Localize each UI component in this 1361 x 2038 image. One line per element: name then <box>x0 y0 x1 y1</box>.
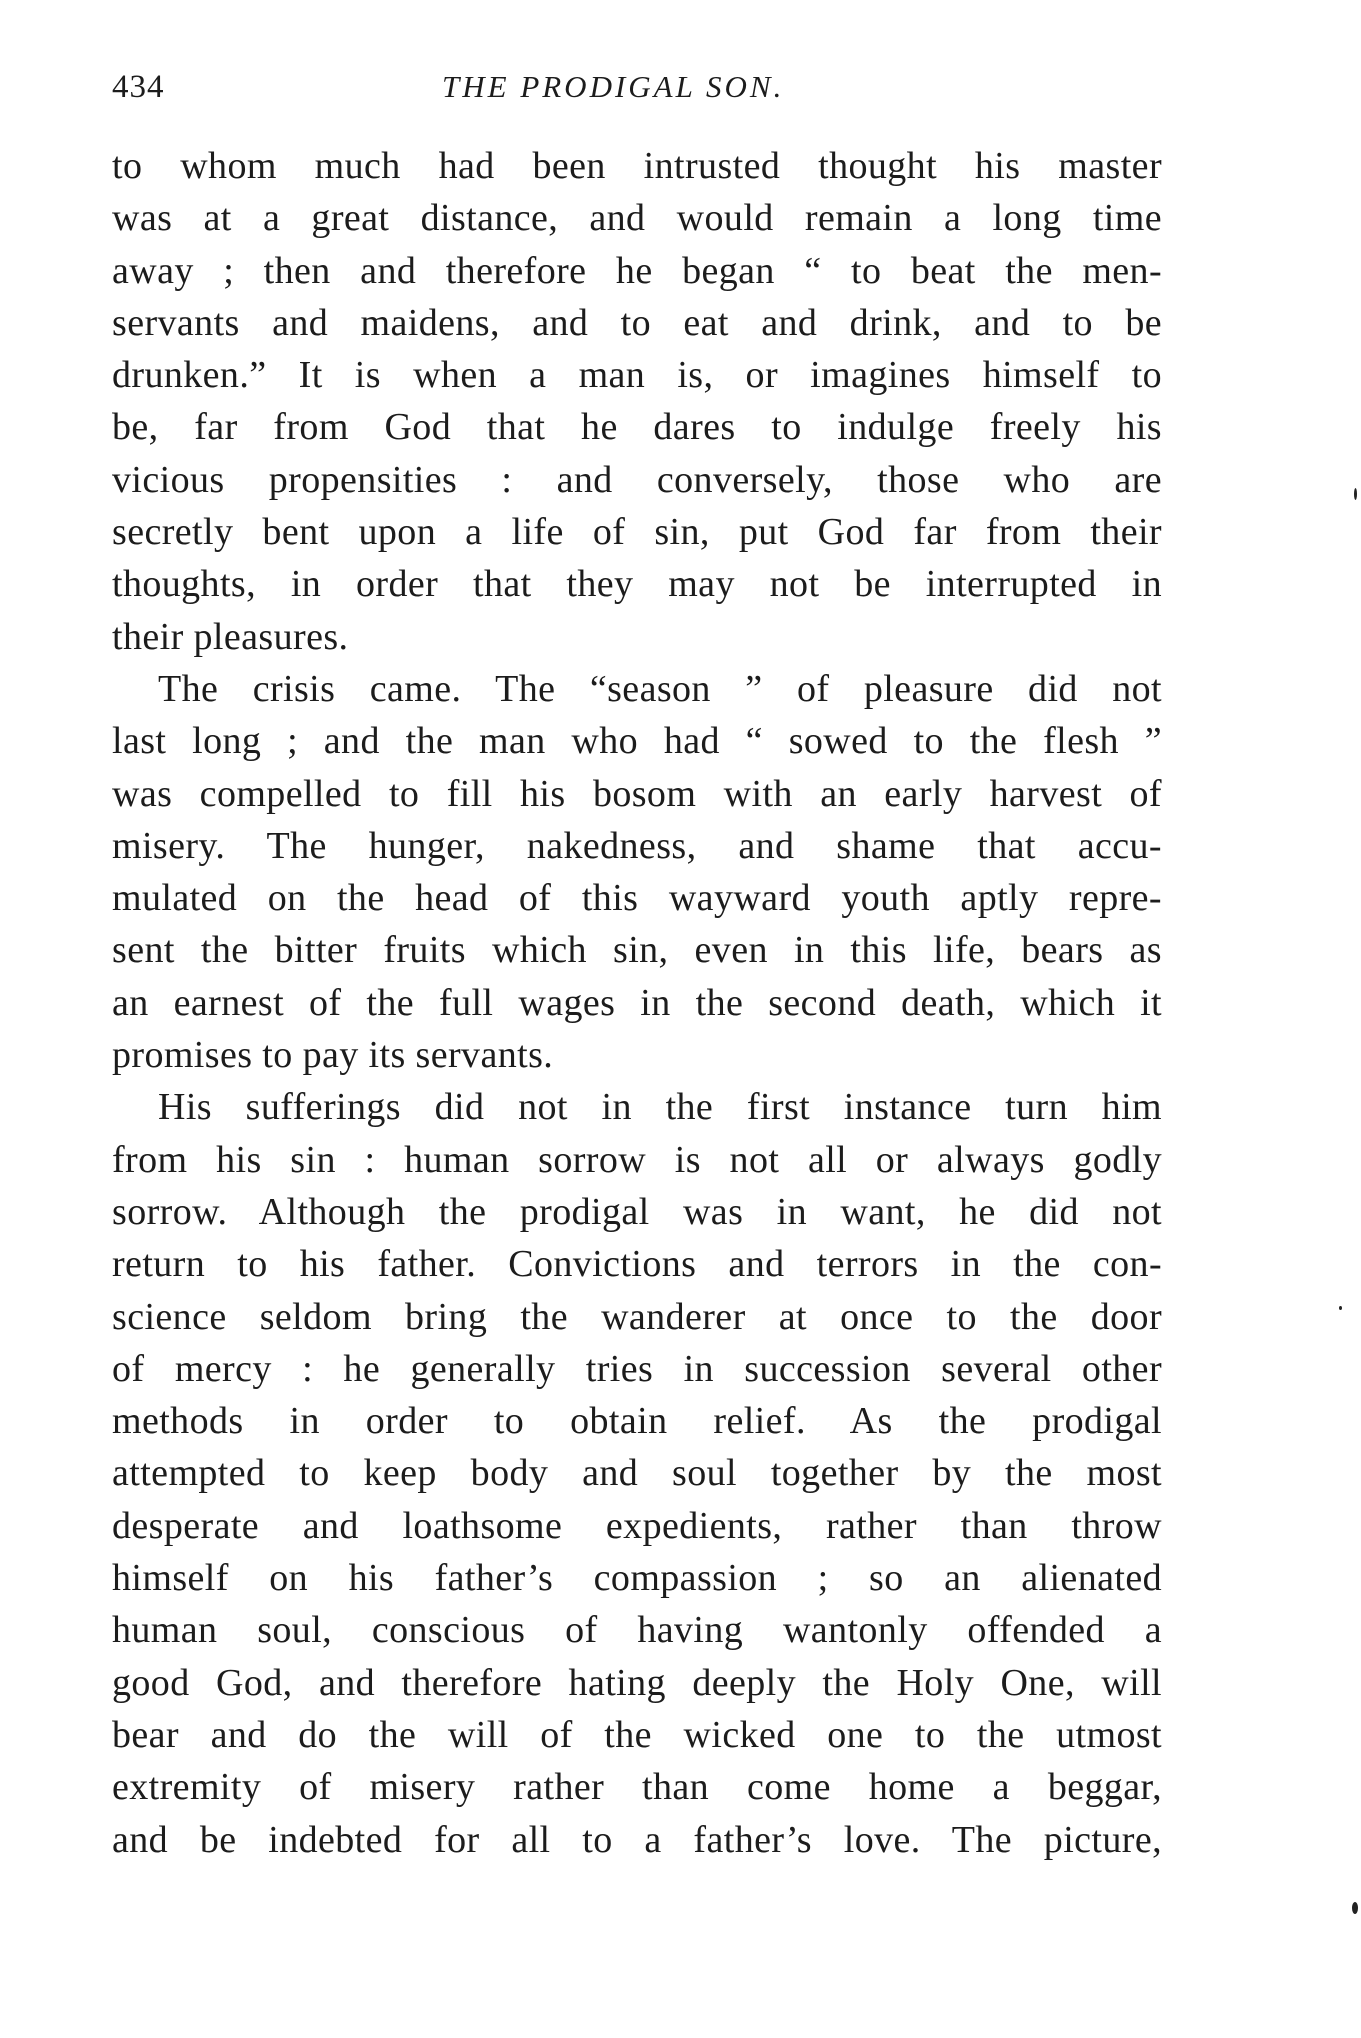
text-line: sorrow. Although the prodigal was in want, he did not <box>112 1190 1162 1233</box>
text-line: human soul, conscious of having wantonly offended a <box>112 1609 1162 1652</box>
text-line: good God, and therefore hating deeply the Holy One, will <box>112 1661 1162 1704</box>
text-line: return to his father. Convictions and terrors in the con- <box>112 1243 1162 1286</box>
scan-speck <box>1339 1306 1342 1310</box>
text-line: of mercy : he generally tries in succession several other <box>112 1347 1162 1390</box>
text-line: attempted to keep body and soul together by the most <box>112 1452 1162 1495</box>
text-line: promises to pay its servants. <box>112 1034 554 1077</box>
text-line: extremity of misery rather than come home a beggar, <box>112 1766 1162 1809</box>
text-line: be, far from God that he dares to indulge freely his <box>112 406 1162 449</box>
text-line: and be indebted for all to a father’s love. The picture, <box>112 1818 1162 1861</box>
text-line: last long ; and the man who had “ sowed to the flesh ” <box>112 720 1162 763</box>
text-line: servants and maidens, and to eat and drink, and to be <box>112 301 1162 344</box>
text-line: mulated on the head of this wayward youth aptly repre- <box>112 877 1162 920</box>
text-line: thoughts, in order that they may not be interrupted in <box>112 563 1162 606</box>
running-head <box>112 64 1162 110</box>
body-text <box>112 140 1162 1866</box>
text-line: bear and do the will of the wicked one to the utmost <box>112 1713 1162 1756</box>
text-line: was compelled to fill his bosom with an early harvest of <box>112 772 1162 815</box>
paragraph-1 <box>112 140 1162 663</box>
running-title: THE PRODIGAL SON. <box>442 69 785 104</box>
text-line: their pleasures. <box>112 615 349 658</box>
text-line: sent the bitter fruits which sin, even in this life, bears as <box>112 929 1162 972</box>
text-line: to whom much had been intrusted thought his master <box>112 145 1162 187</box>
text-line: The crisis came. The “season ” of pleasure did not <box>158 667 1162 710</box>
text-line: was at a great distance, and would remain a long time <box>112 197 1162 240</box>
scan-speck <box>1354 488 1357 500</box>
text-line: an earnest of the full wages in the second death, which it <box>112 981 1162 1024</box>
text-line: methods in order to obtain relief. As the prodigal <box>112 1400 1162 1443</box>
text-line: secretly bent upon a life of sin, put God far from their <box>112 511 1162 554</box>
text-line: away ; then and therefore he began “ to beat the men- <box>112 249 1162 292</box>
text-line: himself on his father’s compassion ; so an alienated <box>112 1557 1162 1600</box>
text-line: from his sin : human sorrow is not all or always godly <box>112 1138 1162 1181</box>
text-line: misery. The hunger, nakedness, and shame that accu- <box>112 824 1162 867</box>
scan-speck <box>1352 1902 1358 1914</box>
text-line: His sufferings did not in the first instance turn him <box>158 1086 1162 1129</box>
page-number: 434 <box>112 69 165 105</box>
text-line: drunken.” It is when a man is, or imagines himself to <box>112 354 1162 397</box>
text-line: desperate and loathsome expedients, rather than throw <box>112 1504 1162 1547</box>
paragraph-2 <box>112 663 1162 1081</box>
paragraph-3 <box>112 1081 1162 1865</box>
text-line: vicious propensities : and conversely, those who are <box>112 458 1162 501</box>
text-line: science seldom bring the wanderer at once to the door <box>112 1295 1162 1338</box>
